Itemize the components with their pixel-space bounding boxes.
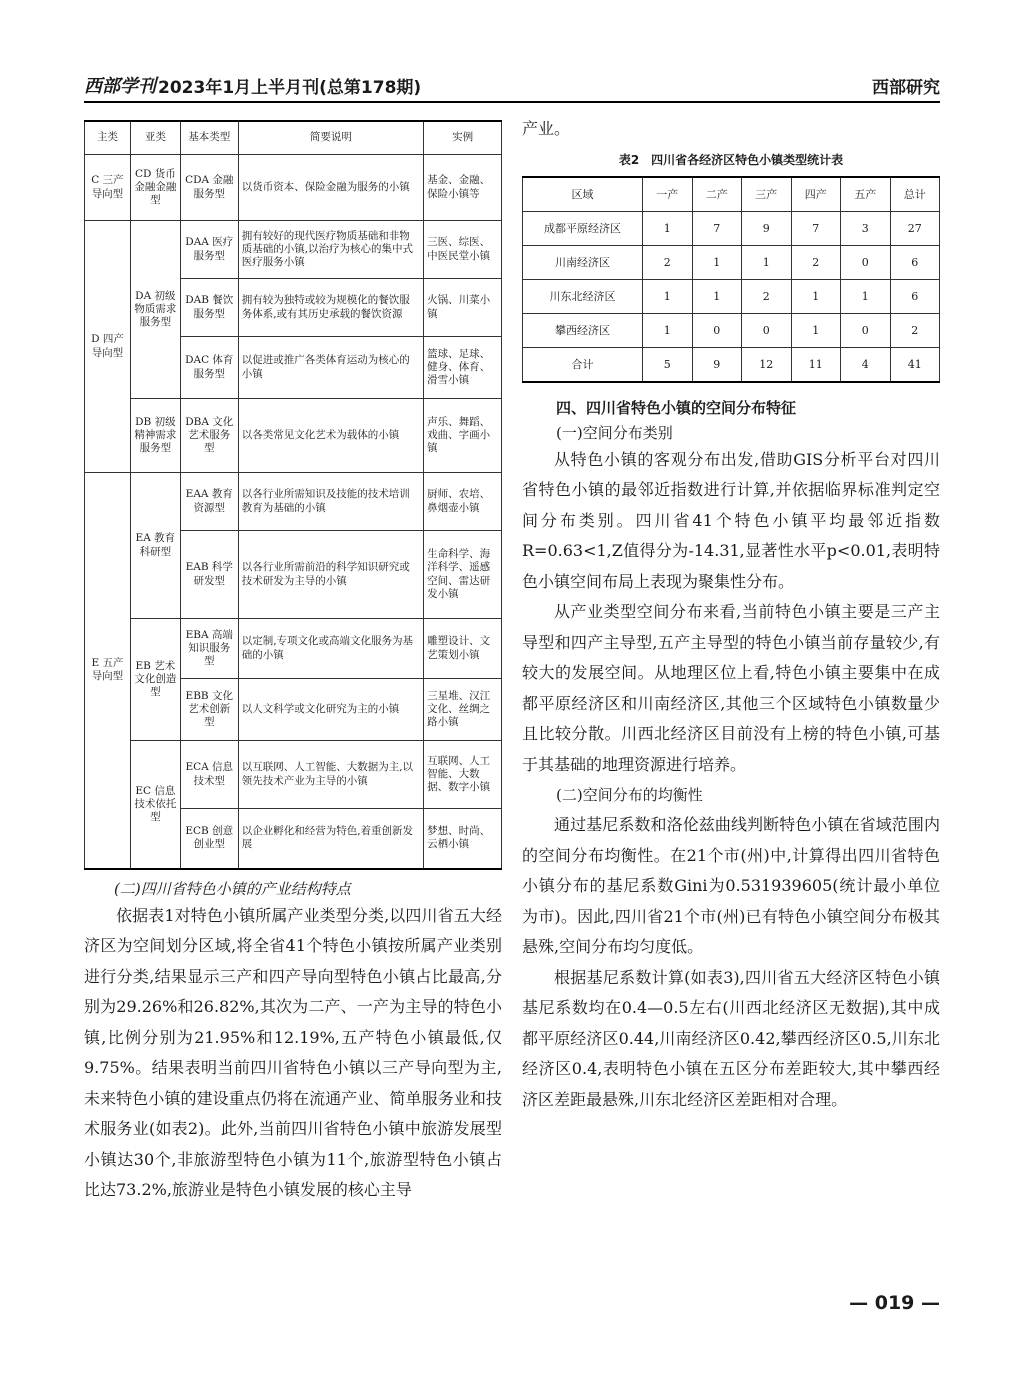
table-row <box>523 347 940 382</box>
table-cell: 2 <box>791 245 841 279</box>
body-paragraph: 依据表1对特色小镇所属产业类型分类,以四川省五大经济区为空间划分区域,将全省41个特色小镇按所属产业类别进行分类,结果显示三产和四产导向型特色小镇占比最高,分别为29.26%和26.82%,其次为二产、一产为主导的特色小镇,比例分别为21.95%和12.19%,五产特色小镇最低,仅9.75%。结果表明当前四川省特色小镇以三产导向型为主,未来特色小镇的建设重点仍将在流通产业、简单服务业和技术服务业(如表2)。此外,当前四川省特色小镇中旅游发展型小镇达30个,非旅游型特色小镇为11个,旅游型特色小镇占比达73.2%,旅游业是特色小镇发展的核心主导 <box>84 905 502 1199</box>
table-header-cell: 亚类 <box>130 121 180 155</box>
table-cell: 0 <box>841 245 891 279</box>
sub-class-cell: EB 艺术文化创造型 <box>130 619 180 741</box>
left-column <box>84 120 502 1206</box>
type-cell: ECA 信息技术型 <box>180 741 238 809</box>
section-name: 西部研究 <box>872 78 940 98</box>
table-cell: 2 <box>890 313 940 347</box>
example-cell: 雕塑设计、文艺策划小镇 <box>424 619 502 679</box>
sub-class-cell: CD 货币金融金融型 <box>130 155 180 221</box>
example-cell: 声乐、舞蹈、戏曲、字画小镇 <box>424 399 502 473</box>
main-class-cell: C 三产导向型 <box>85 155 131 221</box>
example-cell: 三医、综医、中医民堂小镇 <box>424 221 502 279</box>
example-cell: 火锅、川菜小镇 <box>424 279 502 337</box>
type-cell: ECB 创意创业型 <box>180 809 238 869</box>
sub-class-cell: DA 初级物质需求服务型 <box>130 221 180 399</box>
table-cell: 7 <box>692 211 742 245</box>
table-header-cell: 主类 <box>85 121 131 155</box>
desc-cell: 拥有较好的现代医疗物质基础和非物质基础的小镇,以治疗为核心的集中式医疗服务小镇 <box>238 221 423 279</box>
desc-cell: 以企业孵化和经营为特色,着重创新发展 <box>238 809 423 869</box>
table-cell: 1 <box>692 245 742 279</box>
type-cell: CDA 金融服务型 <box>180 155 238 221</box>
desc-cell: 以各类常见文化艺术为载体的小镇 <box>238 399 423 473</box>
table-row <box>85 221 502 279</box>
table-header-cell: 二产 <box>692 177 742 212</box>
desc-cell: 以促进或推广各类体育运动为核心的小镇 <box>238 337 423 399</box>
main-class-cell: E 五产导向型 <box>85 473 131 869</box>
table-cell: 成都平原经济区 <box>523 211 643 245</box>
table-cell: 1 <box>791 279 841 313</box>
table-cell: 攀西经济区 <box>523 313 643 347</box>
table-cell: 1 <box>692 279 742 313</box>
table-cell: 6 <box>890 279 940 313</box>
header-left <box>84 72 421 98</box>
table-cell: 9 <box>692 347 742 382</box>
type-cell: EBB 文化艺术创新型 <box>180 679 238 741</box>
subsection-heading: (二)四川省特色小镇的产业结构特点 <box>114 879 351 898</box>
table-cell: 27 <box>890 211 940 245</box>
table-cell: 5 <box>643 347 693 382</box>
body-paragraph: 产业。 <box>522 119 571 138</box>
example-cell: 互联网、人工智能、大数据、数字小镇 <box>424 741 502 809</box>
desc-cell: 以各行业所需前沿的科学知识研究或技术研发为主导的小镇 <box>238 531 423 619</box>
example-cell: 梦想、时尚、云栖小镇 <box>424 809 502 869</box>
table-caption: 表2 四川省各经济区特色小镇类型统计表 <box>618 152 844 167</box>
sub-class-cell: DB 初级精神需求服务型 <box>130 399 180 473</box>
type-cell: DAA 医疗服务型 <box>180 221 238 279</box>
classification-table <box>84 120 502 870</box>
example-cell: 基金、金融、保险小镇等 <box>424 155 502 221</box>
table-header-cell: 总计 <box>890 177 940 212</box>
desc-cell: 拥有较为独特或较为规模化的餐饮服务体系,或有其历史承载的餐饮资源 <box>238 279 423 337</box>
section-heading: 四、四川省特色小镇的空间分布特征 <box>556 398 797 417</box>
table-header-cell: 五产 <box>841 177 891 212</box>
table-header-cell: 区域 <box>523 177 643 212</box>
issue-info: 2023年1月上半月刊(总第178期) <box>158 78 422 98</box>
table-cell: 2 <box>643 245 693 279</box>
table-row <box>85 399 502 473</box>
table-cell: 合计 <box>523 347 643 382</box>
table-cell: 6 <box>890 245 940 279</box>
table-row <box>85 741 502 809</box>
table-header-cell: 基本类型 <box>180 121 238 155</box>
example-cell: 厨师、农培、鼻烟壶小镇 <box>424 473 502 531</box>
body-paragraph: 从特色小镇的客观分布出发,借助GIS分析平台对四川省特色小镇的最邻近指数进行计算,并依据临界标准判定空间分布类别。四川省41个特色小镇平均最邻近指数R=0.63<1,Z值得分为-14.31,显著性水平p<0.01,表明特色小镇空间布局上表现为聚集性分布。 <box>522 449 940 591</box>
table-cell: 1 <box>643 279 693 313</box>
table-cell: 1 <box>742 245 792 279</box>
table-cell: 11 <box>791 347 841 382</box>
example-cell: 生命科学、海洋科学、遥感空间、雷达研发小镇 <box>424 531 502 619</box>
table-header-cell: 实例 <box>424 121 502 155</box>
journal-logo: 西部学刊 <box>84 76 156 97</box>
table-cell: 4 <box>841 347 891 382</box>
statistics-table <box>522 176 940 383</box>
type-cell: EBA 高端知识服务型 <box>180 619 238 679</box>
table-row <box>85 473 502 531</box>
table-cell: 1 <box>791 313 841 347</box>
right-column <box>522 120 940 1115</box>
type-cell: DAB 餐饮服务型 <box>180 279 238 337</box>
sub-class-cell: EA 教育科研型 <box>130 473 180 619</box>
type-cell: DAC 体育服务型 <box>180 337 238 399</box>
table-cell: 0 <box>692 313 742 347</box>
table-header-row <box>523 177 940 212</box>
type-cell: DBA 文化艺术服务型 <box>180 399 238 473</box>
type-cell: EAA 教育资源型 <box>180 473 238 531</box>
table-header-cell: 一产 <box>643 177 693 212</box>
example-cell: 三星堆、汉江文化、丝绸之路小镇 <box>424 679 502 741</box>
table-cell: 0 <box>841 313 891 347</box>
table-row <box>523 279 940 313</box>
page-number: — 019 — <box>849 1292 940 1314</box>
table-row <box>523 211 940 245</box>
desc-cell: 以定制,专项文化或高端文化服务为基础的小镇 <box>238 619 423 679</box>
body-paragraph: 通过基尼系数和洛伦兹曲线判断特色小镇在省域范围内的空间分布均衡性。在21个市(州)中,计算得出四川省特色小镇分布的基尼系数Gini为0.531939605(统计最小单位为市)。因此,四川省21个市(州)已有特色小镇空间分布极其悬殊,空间分布均匀度低。 <box>522 815 940 956</box>
subsection-heading: (一)空间分布类别 <box>556 423 673 442</box>
table-row <box>85 155 502 221</box>
table-cell: 3 <box>841 211 891 245</box>
table-cell: 1 <box>643 211 693 245</box>
table-header-cell: 四产 <box>791 177 841 212</box>
main-class-cell: D 四产导向型 <box>85 221 131 473</box>
table-cell: 7 <box>791 211 841 245</box>
table-row <box>85 619 502 679</box>
table-cell: 9 <box>742 211 792 245</box>
table-cell: 1 <box>841 279 891 313</box>
desc-cell: 以货币资本、保险金融为服务的小镇 <box>238 155 423 221</box>
type-cell: EAB 科学研发型 <box>180 531 238 619</box>
table-row <box>523 313 940 347</box>
desc-cell: 以互联网、人工智能、大数据为主,以领先技术产业为主导的小镇 <box>238 741 423 809</box>
table-header-cell: 简要说明 <box>238 121 423 155</box>
subsection-heading: (二)空间分布的均衡性 <box>556 786 703 804</box>
table-header-row <box>85 121 502 155</box>
table-cell: 41 <box>890 347 940 382</box>
desc-cell: 以各行业所需知识及技能的技术培训教育为基础的小镇 <box>238 473 423 531</box>
desc-cell: 以人文科学或文化研究为主的小镇 <box>238 679 423 741</box>
running-header <box>84 76 940 103</box>
table-header-cell: 三产 <box>742 177 792 212</box>
body-paragraph: 从产业类型空间分布来看,当前特色小镇主要是三产主导型和四产主导型,五产主导型的特色小镇当前存量较少,有较大的发展空间。从地理区位上看,特色小镇主要集中在成都平原经济区和川南经济区,其他三个区域特色小镇数量少且比较分散。川西北经济区目前没有上榜的特色小镇,可基于其基础的地理资源进行培养。 <box>522 602 940 774</box>
table-cell: 1 <box>643 313 693 347</box>
table-cell: 0 <box>742 313 792 347</box>
body-paragraph: 根据基尼系数计算(如表3),四川省五大经济区特色小镇基尼系数均在0.4—0.5左右(川西北经济区无数据),其中成都平原经济区0.44,川南经济区0.42,攀西经济区0.5,川东北经济区0.4,表明特色小镇在五区分布差距较大,其中攀西经济区差距最悬殊,川东北经济区差距相对合理。 <box>522 967 940 1109</box>
table-cell: 12 <box>742 347 792 382</box>
table-row <box>523 245 940 279</box>
sub-class-cell: EC 信息技术依托型 <box>130 741 180 869</box>
table-cell: 2 <box>742 279 792 313</box>
table-cell: 川南经济区 <box>523 245 643 279</box>
table-cell: 川东北经济区 <box>523 279 643 313</box>
example-cell: 篮球、足球、健身、体育、滑雪小镇 <box>424 337 502 399</box>
